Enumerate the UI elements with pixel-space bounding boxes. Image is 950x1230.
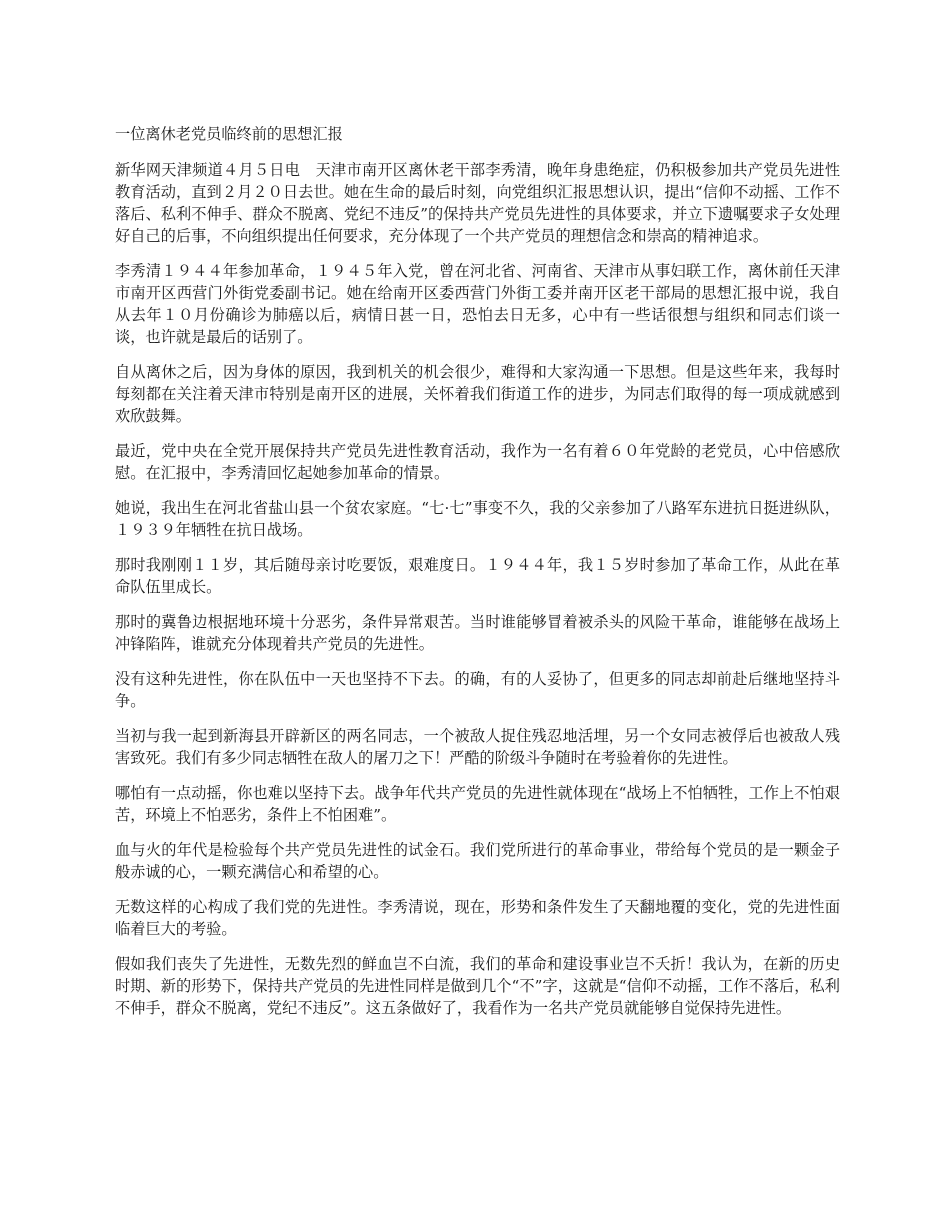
- paragraph-6: 那时我刚刚１１岁，其后随母亲讨吃要饭，艰难度日。１９４４年，我１５岁时参加了革命工作，从此在革命队伍里成长。: [115, 556, 840, 596]
- paragraph-5: 她说，我出生在河北省盐山县一个贫农家庭。“七·七”事变不久，我的父亲参加了八路军东进抗日挺进纵队，１９３９年牺牲在抗日战场。: [115, 499, 840, 539]
- document-page: [115, 123, 840, 1032]
- paragraph-3: 自从离休之后，因为身体的原因，我到机关的机会很少，难得和大家沟通一下思想。但是这些年来，我每时每刻都在关注着天津市特别是南开区的进展，关怀着我们街道工作的进步，为同志们取得的每一项成就感到欢欣鼓舞。: [115, 363, 840, 425]
- paragraph-9: 当初与我一起到新海县开辟新区的两名同志，一个被敌人捉住残忍地活埋，另一个女同志被俘后也被敌人残害致死。我们有多少同志牺牲在敌人的屠刀之下！严酷的阶级斗争随时在考验着你的先进性。: [115, 727, 840, 767]
- paragraph-8: 没有这种先进性，你在队伍中一天也坚持不下去。的确，有的人妥协了，但更多的同志却前赴后继地坚持斗争。: [115, 670, 840, 710]
- paragraph-12: 无数这样的心构成了我们党的先进性。李秀清说，现在，形势和条件发生了天翻地覆的变化，党的先进性面临着巨大的考验。: [115, 898, 840, 938]
- document-title: 一位离休老党员临终前的思想汇报: [115, 125, 343, 143]
- paragraph-13: 假如我们丧失了先进性，无数先烈的鲜血岂不白流，我们的革命和建设事业岂不夭折！我认为，在新的历史时期、新的形势下，保持共产党员的先进性同样是做到几个“不”字，这就是“信仰不动摇，工作不落后，私利不伸手，群众不脱离，党纪不违反”。这五条做好了，我看作为一名共产党员就能够自觉保持先进性。: [115, 955, 840, 1017]
- paragraph-11: 血与火的年代是检验每个共产党员先进性的试金石。我们党所进行的革命事业，带给每个党员的是一颗金子般赤诚的心，一颗充满信心和希望的心。: [115, 841, 840, 881]
- paragraph-7: 那时的冀鲁边根据地环境十分恶劣，条件异常艰苦。当时谁能够冒着被杀头的风险干革命，谁能够在战场上冲锋陷阵，谁就充分体现着共产党员的先进性。: [115, 613, 840, 653]
- paragraph-2: 李秀清１９４４年参加革命，１９４５年入党，曾在河北省、河南省、天津市从事妇联工作，离休前任天津市南开区西营门外街党委副书记。她在给南开区委西营门外街工委并南开区老干部局的思想汇报中说，我自从去年１０月份确诊为肺癌以后，病情日甚一日，恐怕去日无多，心中有一些话很想与组织和同志们谈一谈，也许就是最后的话别了。: [115, 262, 840, 346]
- paragraph-4: 最近，党中央在全党开展保持共产党员先进性教育活动，我作为一名有着６０年党龄的老党员，心中倍感欣慰。在汇报中，李秀清回忆起她参加革命的情景。: [115, 442, 840, 482]
- paragraph-10: 哪怕有一点动摇，你也难以坚持下去。战争年代共产党员的先进性就体现在“战场上不怕牺牲，工作上不怕艰苦，环境上不怕恶劣，条件上不怕困难”。: [115, 784, 840, 824]
- paragraph-1: 新华网天津频道４月５日电 天津市南开区离休老干部李秀清，晚年身患绝症，仍积极参加共产党员先进性教育活动，直到２月２０日去世。她在生命的最后时刻，向党组织汇报思想认识，提出“信仰不动摇、工作不落后、私利不伸手、群众不脱离、党纪不违反”的保持共产党员先进性的具体要求，并立下遗嘱要求子女处理好自己的后事，不向组织提出任何要求，充分体现了一个共产党员的理想信念和崇高的精神追求。: [115, 161, 840, 245]
